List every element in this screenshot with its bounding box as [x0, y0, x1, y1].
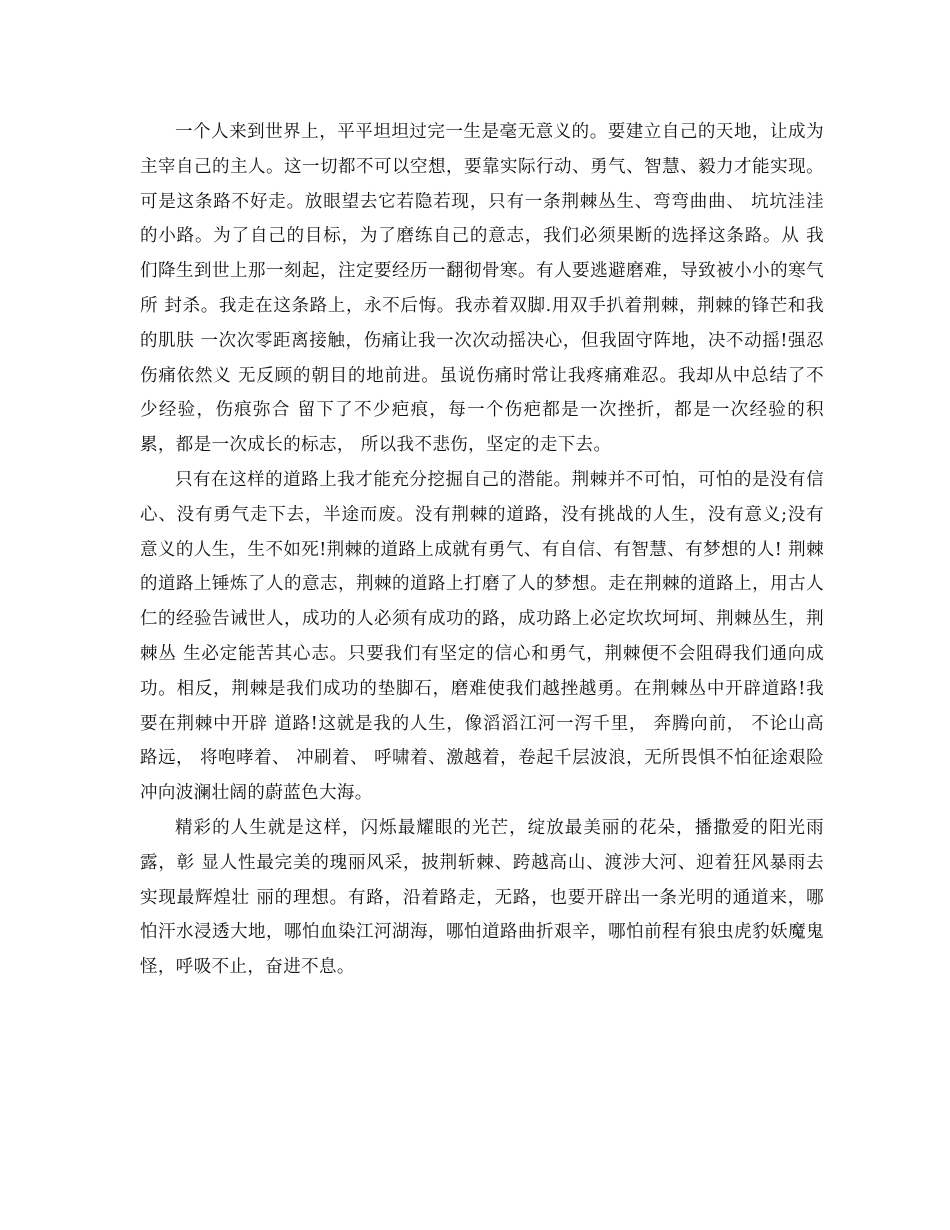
paragraph-3: 精彩的人生就是这样，闪烁最耀眼的光芒，绽放最美丽的花朵，播撒爱的阳光雨露，彰 显人性最完美的瑰丽风采，披荆斩棘、跨越高山、渡涉大河、迎着狂风暴雨去实现最辉煌壮 丽的理想。有路，沿着路走，无路，也要开辟出一条光明的通道来，哪怕汗水浸透大地，哪怕血染江河湖海，哪怕道路曲折艰辛，哪怕前程有狼虫虎豹妖魔鬼怪，呼吸不止，奋进不息。 [140, 817, 824, 978]
paragraph-1: 一个人来到世界上，平平坦坦过完一生是毫无意义的。要建立自己的天地，让成为主宰自己的主人。这一切都不可以空想，要靠实际行动、勇气、智慧、毅力才能实现。可是这条路不好走。放眼望去它若隐若现，只有一条荆棘丛生、弯弯曲曲、 坑坑洼洼的小路。为了自己的目标，为了磨练自己的意志，我们必须果断的选择这条路。从 我们降生到世上那一刻起，注定要经历一翻彻骨寒。有人要逃避磨难，导致被小小的寒气所 封杀。我走在这条路上，永不后悔。我赤着双脚.用双手扒着荆棘，荆棘的锋芒和我的肌肤 一次次零距离接触，伤痛让我一次次动摇决心，但我固守阵地，决不动摇!强忍伤痛依然义 无反顾的朝目的地前进。虽说伤痛时常让我疼痛难忍。我却从中总结了不少经验，伤痕弥合 留下了不少疤痕，每一个伤疤都是一次挫折，都是一次经验的积累，都是一次成长的标志， 所以我不悲伤，坚定的走下去。 [140, 122, 824, 456]
paragraph-2: 只有在这样的道路上我才能充分挖掘自己的潜能。荆棘并不可怕，可怕的是没有信心、没有勇气走下去，半途而废。没有荆棘的道路，没有挑战的人生，没有意义;没有意义的人生，生不如死!荆棘的道路上成就有勇气、有自信、有智慧、有梦想的人! 荆棘的道路上锤炼了人的意志，荆棘的道路上打磨了人的梦想。走在荆棘的道路上，用古人 仁的经验告诫世人，成功的人必须有成功的路，成功路上必定坎坎坷坷、荆棘丛生，荆棘丛 生必定能苦其心志。只要我们有坚定的信心和勇气，荆棘便不会阻碍我们通向成功。相反，荆棘是我们成功的垫脚石，磨难使我们越挫越勇。在荆棘丛中开辟道路!我要在荆棘中开辟 道路!这就是我的人生，像滔滔江河一泻千里， 奔腾向前， 不论山高路远， 将咆哮着、 冲刷着、 呼啸着、激越着，卷起千层波浪，无所畏惧不怕征途艰险冲向波澜壮阔的蔚蓝色大海。 [140, 469, 824, 804]
document-body [140, 115, 824, 985]
